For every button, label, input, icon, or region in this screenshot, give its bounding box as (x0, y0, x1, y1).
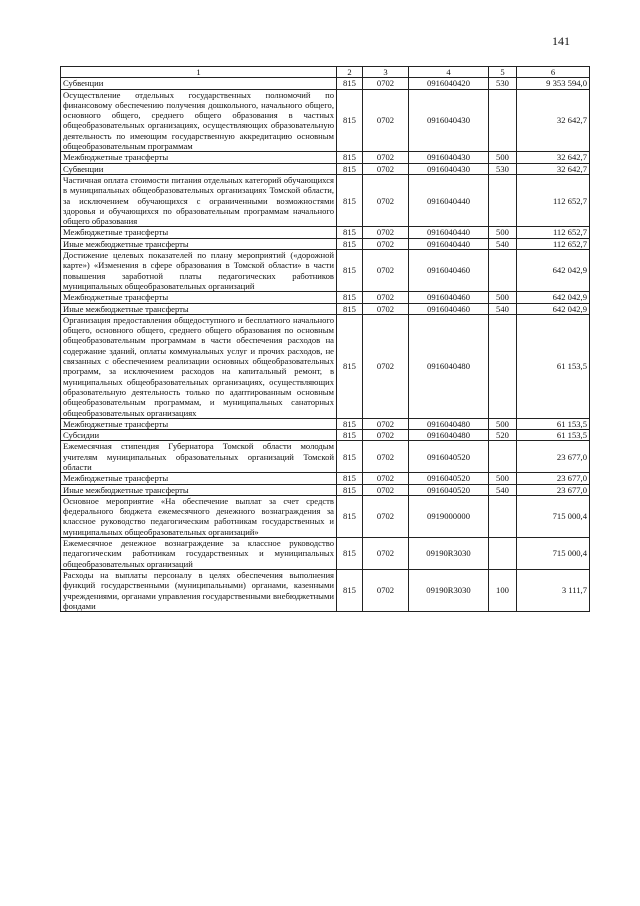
row-ministry-cell: 815 (337, 441, 363, 473)
table-row (61, 569, 590, 611)
row-target-cell: 0916040460 (409, 292, 489, 303)
row-expense-type-cell: 520 (489, 430, 517, 441)
row-amount-cell: 61 153,5 (517, 430, 590, 441)
row-name-cell: Расходы на выплаты персоналу в целях обеспечения выполнения функций государственными (муниципальными) органами, казенными учреждениями, органами управления государственными внебюджетными фондами (61, 569, 337, 611)
row-name-cell: Ежемесячная стипендия Губернатора Томской области молодым учителям муниципальных образовательных организаций Томской области (61, 441, 337, 473)
row-target-cell: 0916040430 (409, 152, 489, 163)
table-row (61, 250, 590, 292)
row-name-cell: Межбюджетные трансферты (61, 473, 337, 484)
row-expense-type-cell: 500 (489, 418, 517, 429)
row-ministry-cell: 815 (337, 238, 363, 249)
row-amount-cell: 23 677,0 (517, 441, 590, 473)
row-name-cell: Межбюджетные трансферты (61, 227, 337, 238)
row-section-cell: 0702 (363, 163, 409, 174)
row-target-cell: 0916040520 (409, 441, 489, 473)
row-name-cell: Организация предоставления общедоступного и бесплатного начального общего, основного общего, среднего общего образования по основным общеобразовательным программам в части обеспечения расходов на содержание зданий, оплаты коммунальных услуг и прочих расходов, не связанных с обеспечением реализации основных общеобразовательных программ, за исключением расходов на капитальный ремонт, в муниципальных общеобразовательных организациях, осуществляющих образовательную деятельность только по адаптированным основным общеобразовательным программам, и муниципальных санаторных общеобразовательных организациях (61, 314, 337, 418)
row-section-cell: 0702 (363, 303, 409, 314)
row-name-cell: Осуществление отдельных государственных полномочий по финансовому обеспечению получения дошкольного, начального общего, основного общего, среднего общего образования в частных общеобразовательных организациях, осуществляющих образовательную деятельность по имеющим государственную аккредитацию основным общеобразовательным программам (61, 89, 337, 152)
row-target-cell: 0916040480 (409, 430, 489, 441)
table-row (61, 418, 590, 429)
row-section-cell: 0702 (363, 174, 409, 226)
row-target-cell: 09190R3030 (409, 569, 489, 611)
row-target-cell: 0916040460 (409, 250, 489, 292)
row-target-cell: 0916040460 (409, 303, 489, 314)
row-amount-cell: 32 642,7 (517, 89, 590, 152)
table-row (61, 174, 590, 226)
row-target-cell: 09190R3030 (409, 538, 489, 570)
table-row (61, 473, 590, 484)
row-amount-cell: 715 000,4 (517, 538, 590, 570)
row-target-cell: 0916040480 (409, 418, 489, 429)
row-amount-cell: 32 642,7 (517, 152, 590, 163)
row-amount-cell: 3 111,7 (517, 569, 590, 611)
row-amount-cell: 642 042,9 (517, 250, 590, 292)
row-ministry-cell: 815 (337, 174, 363, 226)
row-amount-cell: 112 652,7 (517, 174, 590, 226)
table-row (61, 314, 590, 418)
row-expense-type-cell (489, 174, 517, 226)
row-expense-type-cell: 500 (489, 152, 517, 163)
row-amount-cell: 112 652,7 (517, 227, 590, 238)
row-target-cell: 0916040520 (409, 473, 489, 484)
row-ministry-cell: 815 (337, 538, 363, 570)
row-section-cell: 0702 (363, 89, 409, 152)
row-section-cell: 0702 (363, 484, 409, 495)
row-section-cell: 0702 (363, 314, 409, 418)
row-amount-cell: 642 042,9 (517, 292, 590, 303)
row-section-cell: 0702 (363, 569, 409, 611)
row-target-cell: 0916040440 (409, 238, 489, 249)
row-expense-type-cell: 100 (489, 569, 517, 611)
table-row (61, 78, 590, 89)
table-row (61, 152, 590, 163)
row-name-cell: Межбюджетные трансферты (61, 418, 337, 429)
row-expense-type-cell (489, 538, 517, 570)
row-amount-cell: 715 000,4 (517, 495, 590, 537)
row-name-cell: Субсидии (61, 430, 337, 441)
row-ministry-cell: 815 (337, 495, 363, 537)
row-target-cell: 0916040430 (409, 89, 489, 152)
row-expense-type-cell: 500 (489, 227, 517, 238)
row-expense-type-cell (489, 314, 517, 418)
table-row (61, 163, 590, 174)
row-expense-type-cell: 540 (489, 303, 517, 314)
row-name-cell: Частичная оплата стоимости питания отдельных категорий обучающихся в муниципальных общеобразовательных организациях Томской области, за исключением обучающихся с ограниченными возможностями здоровья и обучающихся по образовательным программам начального общего образования (61, 174, 337, 226)
row-ministry-cell: 815 (337, 89, 363, 152)
row-expense-type-cell: 530 (489, 78, 517, 89)
row-name-cell: Межбюджетные трансферты (61, 292, 337, 303)
row-amount-cell: 23 677,0 (517, 484, 590, 495)
row-expense-type-cell (489, 441, 517, 473)
row-name-cell: Достижение целевых показателей по плану мероприятий («дорожной карте») «Изменения в сфере образования в Томской области» в части повышения заработной платы педагогических работников муниципальных общеобразовательных организаций (61, 250, 337, 292)
row-section-cell: 0702 (363, 238, 409, 249)
row-amount-cell: 112 652,7 (517, 238, 590, 249)
row-target-cell: 0916040520 (409, 484, 489, 495)
row-section-cell: 0702 (363, 250, 409, 292)
row-target-cell: 0916040420 (409, 78, 489, 89)
row-section-cell: 0702 (363, 78, 409, 89)
row-ministry-cell: 815 (337, 250, 363, 292)
table-row (61, 538, 590, 570)
table-header-row (61, 67, 590, 78)
row-name-cell: Иные межбюджетные трансферты (61, 303, 337, 314)
row-ministry-cell: 815 (337, 163, 363, 174)
table-row (61, 227, 590, 238)
row-section-cell: 0702 (363, 538, 409, 570)
header-cell: 1 (61, 67, 337, 78)
table-row (61, 89, 590, 152)
row-expense-type-cell (489, 250, 517, 292)
row-ministry-cell: 815 (337, 292, 363, 303)
row-target-cell: 0916040430 (409, 163, 489, 174)
row-name-cell: Иные межбюджетные трансферты (61, 484, 337, 495)
row-expense-type-cell: 500 (489, 292, 517, 303)
row-target-cell: 0919000000 (409, 495, 489, 537)
row-expense-type-cell: 540 (489, 484, 517, 495)
table-row (61, 441, 590, 473)
row-ministry-cell: 815 (337, 473, 363, 484)
row-amount-cell: 32 642,7 (517, 163, 590, 174)
row-target-cell: 0916040440 (409, 227, 489, 238)
row-section-cell: 0702 (363, 441, 409, 473)
header-cell: 4 (409, 67, 489, 78)
row-section-cell: 0702 (363, 152, 409, 163)
row-ministry-cell: 815 (337, 303, 363, 314)
row-name-cell: Ежемесячное денежное вознаграждение за классное руководство педагогическим работникам государственных и муниципальных общеобразовательных организаций (61, 538, 337, 570)
header-cell: 6 (517, 67, 590, 78)
row-expense-type-cell: 500 (489, 473, 517, 484)
row-section-cell: 0702 (363, 473, 409, 484)
row-name-cell: Иные межбюджетные трансферты (61, 238, 337, 249)
table-row (61, 303, 590, 314)
row-ministry-cell: 815 (337, 152, 363, 163)
row-amount-cell: 61 153,5 (517, 314, 590, 418)
row-amount-cell: 642 042,9 (517, 303, 590, 314)
row-section-cell: 0702 (363, 227, 409, 238)
row-section-cell: 0702 (363, 418, 409, 429)
row-ministry-cell: 815 (337, 314, 363, 418)
table-row (61, 238, 590, 249)
row-amount-cell: 23 677,0 (517, 473, 590, 484)
row-name-cell: Субвенции (61, 163, 337, 174)
row-section-cell: 0702 (363, 495, 409, 537)
row-ministry-cell: 815 (337, 484, 363, 495)
row-amount-cell: 61 153,5 (517, 418, 590, 429)
table-row (61, 484, 590, 495)
row-expense-type-cell (489, 495, 517, 537)
header-cell: 5 (489, 67, 517, 78)
row-name-cell: Межбюджетные трансферты (61, 152, 337, 163)
row-ministry-cell: 815 (337, 418, 363, 429)
row-expense-type-cell: 530 (489, 163, 517, 174)
row-target-cell: 0916040480 (409, 314, 489, 418)
row-ministry-cell: 815 (337, 78, 363, 89)
table-row (61, 495, 590, 537)
row-section-cell: 0702 (363, 292, 409, 303)
row-ministry-cell: 815 (337, 569, 363, 611)
table-row (61, 292, 590, 303)
row-amount-cell: 9 353 594,0 (517, 78, 590, 89)
row-ministry-cell: 815 (337, 227, 363, 238)
row-name-cell: Субвенции (61, 78, 337, 89)
header-cell: 2 (337, 67, 363, 78)
row-expense-type-cell: 540 (489, 238, 517, 249)
row-target-cell: 0916040440 (409, 174, 489, 226)
table-row (61, 430, 590, 441)
row-name-cell: Основное мероприятие «На обеспечение выплат за счет средств федерального бюджета ежемесячного денежного вознаграждения за классное руководство педагогическим работникам государственных и муниципальных общеобразовательных организаций» (61, 495, 337, 537)
row-expense-type-cell (489, 89, 517, 152)
page-number: 141 (552, 34, 570, 48)
header-cell: 3 (363, 67, 409, 78)
budget-table (60, 66, 590, 612)
row-ministry-cell: 815 (337, 430, 363, 441)
row-section-cell: 0702 (363, 430, 409, 441)
